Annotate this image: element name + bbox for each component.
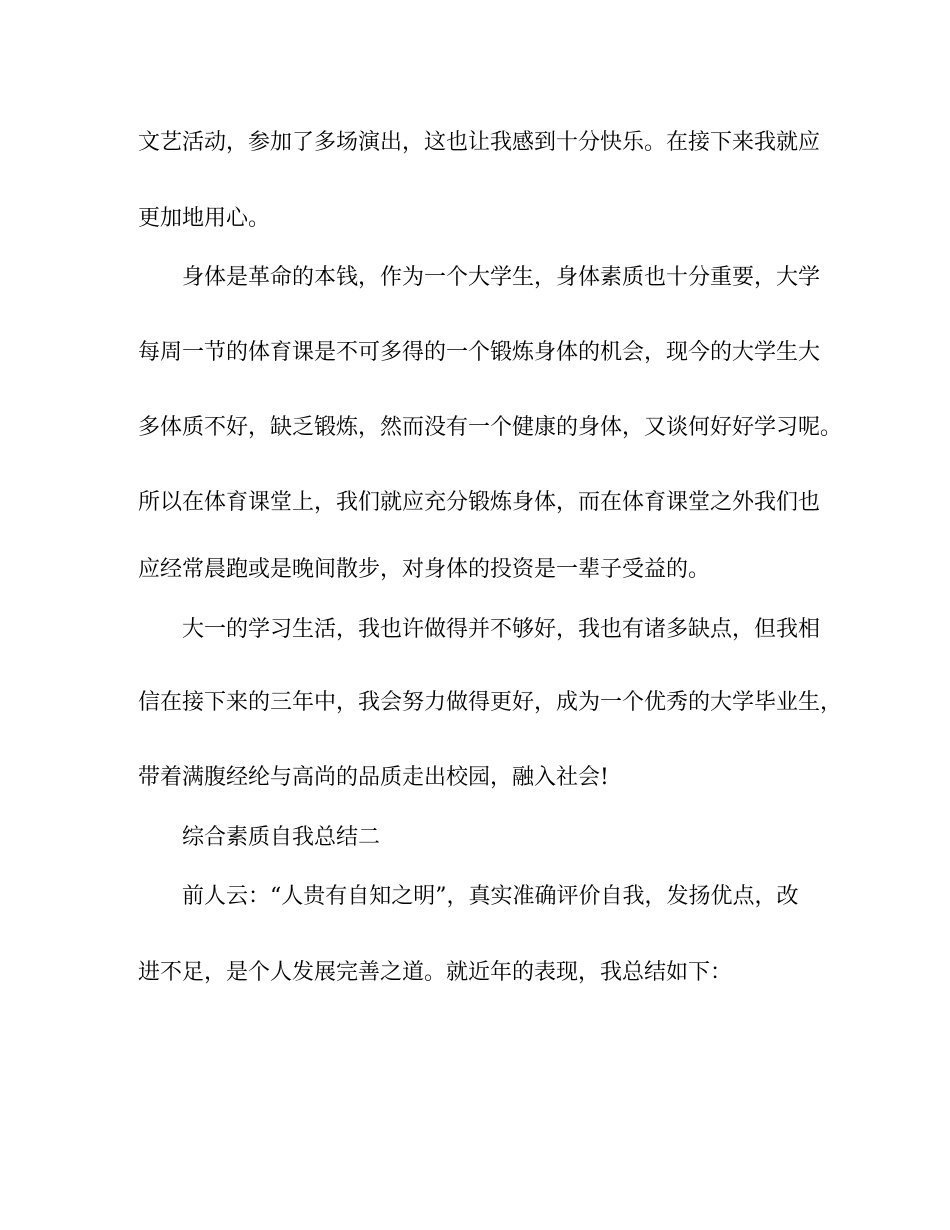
paragraph-line: 更加地用心。 [138, 206, 271, 231]
paragraph-line: 身体是革命的本钱，作为一个大学生，身体素质也十分重要，大学 [182, 265, 821, 290]
paragraph-line: 带着满腹经纶与高尚的品质走出校园，融入社会! [138, 765, 609, 790]
paragraph-line: 进不足，是个人发展完善之道。就近年的表现，我总结如下： [138, 960, 733, 985]
paragraph-line: 多体质不好，缺乏锻炼，然而没有一个健康的身体，又谈何好好学习呢。 [138, 415, 843, 440]
paragraph-line: 信在接下来的三年中，我会努力做得更好，成为一个优秀的大学毕业生， [138, 690, 843, 715]
paragraph-line: 文艺活动，参加了多场演出，这也让我感到十分快乐。在接下来我就应 [138, 130, 821, 155]
paragraph-line: 应经常晨跑或是晚间散步，对身体的投资是一辈子受益的。 [138, 557, 711, 582]
paragraph-line: 每周一节的体育课是不可多得的一个锻炼身体的机会，现今的大学生大 [138, 340, 821, 365]
paragraph-line: 所以在体育课堂上，我们就应充分锻炼身体，而在体育课堂之外我们也 [138, 490, 821, 515]
paragraph-line: 大一的学习生活，我也许做得并不够好，我也有诸多缺点，但我相 [182, 617, 821, 642]
section-heading: 综合素质自我总结二 [182, 825, 381, 850]
paragraph-line: 前人云：“人贵有自知之明”，真实准确评价自我，发扬优点，改 [182, 884, 799, 909]
